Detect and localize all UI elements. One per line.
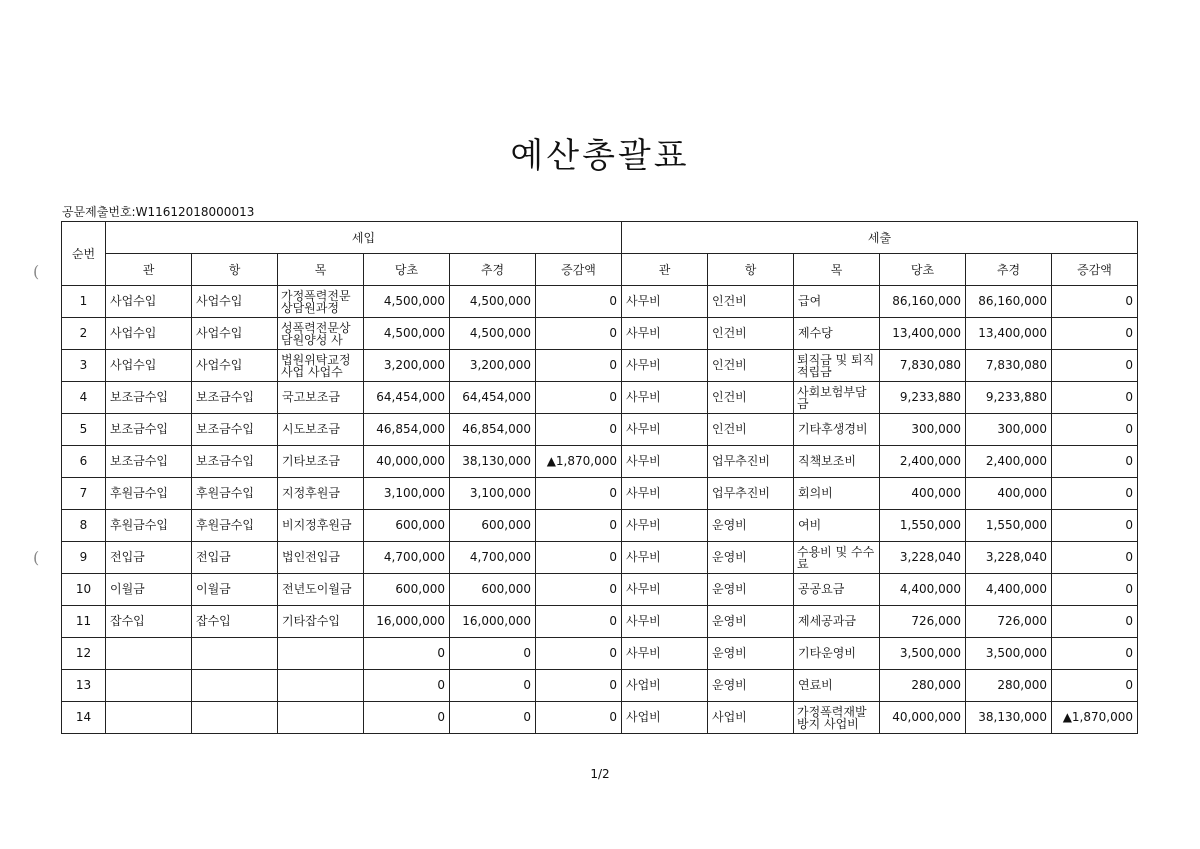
document-number: 공문제출번호:W11612018000013 — [62, 205, 255, 219]
expense-change-cell: 0 — [1052, 606, 1138, 638]
expense-mok-cell: 기타운영비 — [794, 638, 880, 670]
income-gwan-cell: 잡수입 — [106, 606, 192, 638]
expense-mok-cell: 회의비 — [794, 478, 880, 510]
expense-mok-cell: 직책보조비 — [794, 446, 880, 478]
income-original-cell: 0 — [364, 702, 450, 734]
income-gwan-cell: 보조금수입 — [106, 382, 192, 414]
expense-supplementary-cell: 400,000 — [966, 478, 1052, 510]
header-income-gwan: 관 — [106, 254, 192, 286]
expense-mok-cell: 기타후생경비 — [794, 414, 880, 446]
expense-change-cell: 0 — [1052, 382, 1138, 414]
income-mok-cell: 시도보조금 — [278, 414, 364, 446]
income-change-cell: 0 — [536, 286, 622, 318]
expense-original-cell: 3,500,000 — [880, 638, 966, 670]
budget-summary-table — [61, 221, 1138, 734]
income-original-cell: 600,000 — [364, 510, 450, 542]
row-number: 10 — [62, 574, 106, 606]
income-original-cell: 4,500,000 — [364, 318, 450, 350]
expense-gwan-cell: 사무비 — [622, 350, 708, 382]
income-hang-cell: 후원금수입 — [192, 510, 278, 542]
income-supplementary-cell: 46,854,000 — [450, 414, 536, 446]
expense-hang-cell: 운영비 — [708, 670, 794, 702]
expense-supplementary-cell: 280,000 — [966, 670, 1052, 702]
expense-hang-cell: 인건비 — [708, 350, 794, 382]
income-supplementary-cell: 38,130,000 — [450, 446, 536, 478]
income-gwan-cell — [106, 638, 192, 670]
expense-gwan-cell: 사무비 — [622, 638, 708, 670]
page-number: 1/2 — [590, 767, 610, 781]
table-row — [62, 510, 1138, 542]
expense-hang-cell: 운영비 — [708, 574, 794, 606]
income-change-cell: 0 — [536, 478, 622, 510]
income-gwan-cell: 보조금수입 — [106, 446, 192, 478]
table-row — [62, 478, 1138, 510]
income-change-cell: 0 — [536, 638, 622, 670]
expense-hang-cell: 업무추진비 — [708, 478, 794, 510]
income-hang-cell — [192, 702, 278, 734]
expense-hang-cell: 인건비 — [708, 414, 794, 446]
expense-gwan-cell: 사무비 — [622, 318, 708, 350]
expense-gwan-cell: 사무비 — [622, 542, 708, 574]
expense-change-cell: ▲1,870,000 — [1052, 702, 1138, 734]
income-change-cell: 0 — [536, 702, 622, 734]
income-mok-cell: 비지정후원금 — [278, 510, 364, 542]
row-number: 5 — [62, 414, 106, 446]
header-expense-hang: 항 — [708, 254, 794, 286]
income-change-cell: 0 — [536, 574, 622, 606]
row-number: 4 — [62, 382, 106, 414]
income-supplementary-cell: 16,000,000 — [450, 606, 536, 638]
income-gwan-cell — [106, 670, 192, 702]
row-number: 12 — [62, 638, 106, 670]
punch-hole-mark: ( — [33, 548, 40, 567]
expense-gwan-cell: 사무비 — [622, 414, 708, 446]
table-row — [62, 638, 1138, 670]
income-hang-cell — [192, 638, 278, 670]
expense-hang-cell: 업무추진비 — [708, 446, 794, 478]
income-gwan-cell: 이월금 — [106, 574, 192, 606]
row-number: 1 — [62, 286, 106, 318]
income-change-cell: ▲1,870,000 — [536, 446, 622, 478]
header-income: 세입 — [106, 222, 622, 254]
income-mok-cell — [278, 702, 364, 734]
expense-original-cell: 1,550,000 — [880, 510, 966, 542]
row-number: 9 — [62, 542, 106, 574]
page-title: 예산총괄표 — [510, 136, 690, 176]
income-change-cell: 0 — [536, 382, 622, 414]
income-supplementary-cell: 4,500,000 — [450, 318, 536, 350]
expense-gwan-cell: 사무비 — [622, 606, 708, 638]
expense-gwan-cell: 사무비 — [622, 574, 708, 606]
income-supplementary-cell: 0 — [450, 670, 536, 702]
header-income-change: 증감액 — [536, 254, 622, 286]
income-gwan-cell — [106, 702, 192, 734]
income-supplementary-cell: 64,454,000 — [450, 382, 536, 414]
income-hang-cell: 잡수입 — [192, 606, 278, 638]
income-original-cell: 4,700,000 — [364, 542, 450, 574]
expense-gwan-cell: 사무비 — [622, 446, 708, 478]
expense-mok-cell: 급여 — [794, 286, 880, 318]
income-hang-cell: 보조금수입 — [192, 382, 278, 414]
expense-supplementary-cell: 2,400,000 — [966, 446, 1052, 478]
income-original-cell: 0 — [364, 670, 450, 702]
income-original-cell: 16,000,000 — [364, 606, 450, 638]
expense-change-cell: 0 — [1052, 478, 1138, 510]
expense-gwan-cell: 사무비 — [622, 510, 708, 542]
row-number: 13 — [62, 670, 106, 702]
income-mok-cell: 기타잡수입 — [278, 606, 364, 638]
income-supplementary-cell: 4,500,000 — [450, 286, 536, 318]
income-supplementary-cell: 0 — [450, 702, 536, 734]
expense-original-cell: 2,400,000 — [880, 446, 966, 478]
income-change-cell: 0 — [536, 542, 622, 574]
expense-supplementary-cell: 726,000 — [966, 606, 1052, 638]
income-hang-cell: 이월금 — [192, 574, 278, 606]
income-original-cell: 3,200,000 — [364, 350, 450, 382]
row-number: 8 — [62, 510, 106, 542]
income-hang-cell: 사업수입 — [192, 318, 278, 350]
table-row — [62, 414, 1138, 446]
income-change-cell: 0 — [536, 670, 622, 702]
income-change-cell: 0 — [536, 606, 622, 638]
expense-gwan-cell: 사업비 — [622, 670, 708, 702]
expense-original-cell: 726,000 — [880, 606, 966, 638]
expense-gwan-cell: 사무비 — [622, 286, 708, 318]
expense-supplementary-cell: 1,550,000 — [966, 510, 1052, 542]
income-original-cell: 4,500,000 — [364, 286, 450, 318]
income-gwan-cell: 보조금수입 — [106, 414, 192, 446]
expense-supplementary-cell: 300,000 — [966, 414, 1052, 446]
expense-supplementary-cell: 3,228,040 — [966, 542, 1052, 574]
expense-mok-cell: 수용비 및 수수료 — [794, 542, 880, 574]
expense-original-cell: 4,400,000 — [880, 574, 966, 606]
expense-mok-cell: 퇴직금 및 퇴직적립금 — [794, 350, 880, 382]
income-gwan-cell: 사업수입 — [106, 318, 192, 350]
income-mok-cell: 기타보조금 — [278, 446, 364, 478]
expense-gwan-cell: 사업비 — [622, 702, 708, 734]
row-number: 3 — [62, 350, 106, 382]
expense-hang-cell: 운영비 — [708, 542, 794, 574]
expense-change-cell: 0 — [1052, 510, 1138, 542]
income-mok-cell: 가정폭력전문상담원과정 — [278, 286, 364, 318]
header-expense-supplementary: 추경 — [966, 254, 1052, 286]
row-number: 2 — [62, 318, 106, 350]
header-expense-change: 증감액 — [1052, 254, 1138, 286]
income-original-cell: 3,100,000 — [364, 478, 450, 510]
expense-original-cell: 40,000,000 — [880, 702, 966, 734]
income-change-cell: 0 — [536, 414, 622, 446]
income-gwan-cell: 후원금수입 — [106, 478, 192, 510]
expense-original-cell: 7,830,080 — [880, 350, 966, 382]
header-income-supplementary: 추경 — [450, 254, 536, 286]
expense-mok-cell: 연료비 — [794, 670, 880, 702]
expense-mok-cell: 여비 — [794, 510, 880, 542]
row-number: 6 — [62, 446, 106, 478]
expense-change-cell: 0 — [1052, 670, 1138, 702]
income-supplementary-cell: 3,100,000 — [450, 478, 536, 510]
income-supplementary-cell: 3,200,000 — [450, 350, 536, 382]
header-seq: 순번 — [62, 222, 106, 286]
expense-supplementary-cell: 38,130,000 — [966, 702, 1052, 734]
income-hang-cell: 사업수입 — [192, 286, 278, 318]
header-income-mok: 목 — [278, 254, 364, 286]
income-mok-cell — [278, 638, 364, 670]
expense-change-cell: 0 — [1052, 542, 1138, 574]
income-supplementary-cell: 0 — [450, 638, 536, 670]
income-original-cell: 0 — [364, 638, 450, 670]
expense-hang-cell: 운영비 — [708, 510, 794, 542]
income-hang-cell: 보조금수입 — [192, 446, 278, 478]
expense-original-cell: 13,400,000 — [880, 318, 966, 350]
expense-original-cell: 300,000 — [880, 414, 966, 446]
income-supplementary-cell: 4,700,000 — [450, 542, 536, 574]
header-expense-original: 당초 — [880, 254, 966, 286]
header-expense-mok: 목 — [794, 254, 880, 286]
income-mok-cell — [278, 670, 364, 702]
income-gwan-cell: 사업수입 — [106, 350, 192, 382]
income-change-cell: 0 — [536, 350, 622, 382]
expense-original-cell: 86,160,000 — [880, 286, 966, 318]
expense-hang-cell: 운영비 — [708, 638, 794, 670]
income-mok-cell: 법인전입금 — [278, 542, 364, 574]
expense-change-cell: 0 — [1052, 446, 1138, 478]
table-row — [62, 318, 1138, 350]
expense-hang-cell: 인건비 — [708, 382, 794, 414]
row-number: 7 — [62, 478, 106, 510]
income-mok-cell: 지정후원금 — [278, 478, 364, 510]
expense-supplementary-cell: 7,830,080 — [966, 350, 1052, 382]
expense-hang-cell: 운영비 — [708, 606, 794, 638]
expense-change-cell: 0 — [1052, 350, 1138, 382]
punch-hole-mark: ( — [33, 262, 40, 281]
expense-supplementary-cell: 9,233,880 — [966, 382, 1052, 414]
income-original-cell: 40,000,000 — [364, 446, 450, 478]
expense-original-cell: 3,228,040 — [880, 542, 966, 574]
table-row — [62, 382, 1138, 414]
table-row — [62, 542, 1138, 574]
income-original-cell: 64,454,000 — [364, 382, 450, 414]
table-row — [62, 286, 1138, 318]
expense-supplementary-cell: 3,500,000 — [966, 638, 1052, 670]
income-mok-cell: 국고보조금 — [278, 382, 364, 414]
income-change-cell: 0 — [536, 318, 622, 350]
expense-change-cell: 0 — [1052, 414, 1138, 446]
expense-original-cell: 9,233,880 — [880, 382, 966, 414]
expense-gwan-cell: 사무비 — [622, 478, 708, 510]
expense-mok-cell: 사회보험부담금 — [794, 382, 880, 414]
income-hang-cell: 보조금수입 — [192, 414, 278, 446]
income-hang-cell — [192, 670, 278, 702]
income-original-cell: 600,000 — [364, 574, 450, 606]
income-hang-cell: 사업수입 — [192, 350, 278, 382]
table-row — [62, 702, 1138, 734]
income-mok-cell: 성폭력전문상담원양성 사 — [278, 318, 364, 350]
expense-mok-cell: 제수당 — [794, 318, 880, 350]
expense-change-cell: 0 — [1052, 638, 1138, 670]
expense-change-cell: 0 — [1052, 574, 1138, 606]
expense-original-cell: 280,000 — [880, 670, 966, 702]
income-supplementary-cell: 600,000 — [450, 574, 536, 606]
row-number: 11 — [62, 606, 106, 638]
header-income-hang: 항 — [192, 254, 278, 286]
income-gwan-cell: 후원금수입 — [106, 510, 192, 542]
expense-supplementary-cell: 13,400,000 — [966, 318, 1052, 350]
income-hang-cell: 후원금수입 — [192, 478, 278, 510]
row-number: 14 — [62, 702, 106, 734]
expense-gwan-cell: 사무비 — [622, 382, 708, 414]
header-income-original: 당초 — [364, 254, 450, 286]
income-hang-cell: 전입금 — [192, 542, 278, 574]
expense-hang-cell: 사업비 — [708, 702, 794, 734]
expense-mok-cell: 가정폭력재발방지 사업비 — [794, 702, 880, 734]
table-row — [62, 350, 1138, 382]
expense-hang-cell: 인건비 — [708, 286, 794, 318]
table-row — [62, 670, 1138, 702]
income-mok-cell: 법원위탁교정사업 사업수 — [278, 350, 364, 382]
header-expense-gwan: 관 — [622, 254, 708, 286]
expense-original-cell: 400,000 — [880, 478, 966, 510]
table-row — [62, 446, 1138, 478]
income-gwan-cell: 사업수입 — [106, 286, 192, 318]
expense-mok-cell: 제세공과금 — [794, 606, 880, 638]
income-supplementary-cell: 600,000 — [450, 510, 536, 542]
header-expense: 세출 — [622, 222, 1138, 254]
income-gwan-cell: 전입금 — [106, 542, 192, 574]
income-change-cell: 0 — [536, 510, 622, 542]
expense-hang-cell: 인건비 — [708, 318, 794, 350]
expense-change-cell: 0 — [1052, 318, 1138, 350]
table-row — [62, 574, 1138, 606]
expense-change-cell: 0 — [1052, 286, 1138, 318]
income-original-cell: 46,854,000 — [364, 414, 450, 446]
expense-mok-cell: 공공요금 — [794, 574, 880, 606]
table-row — [62, 606, 1138, 638]
expense-supplementary-cell: 4,400,000 — [966, 574, 1052, 606]
expense-supplementary-cell: 86,160,000 — [966, 286, 1052, 318]
income-mok-cell: 전년도이월금 — [278, 574, 364, 606]
